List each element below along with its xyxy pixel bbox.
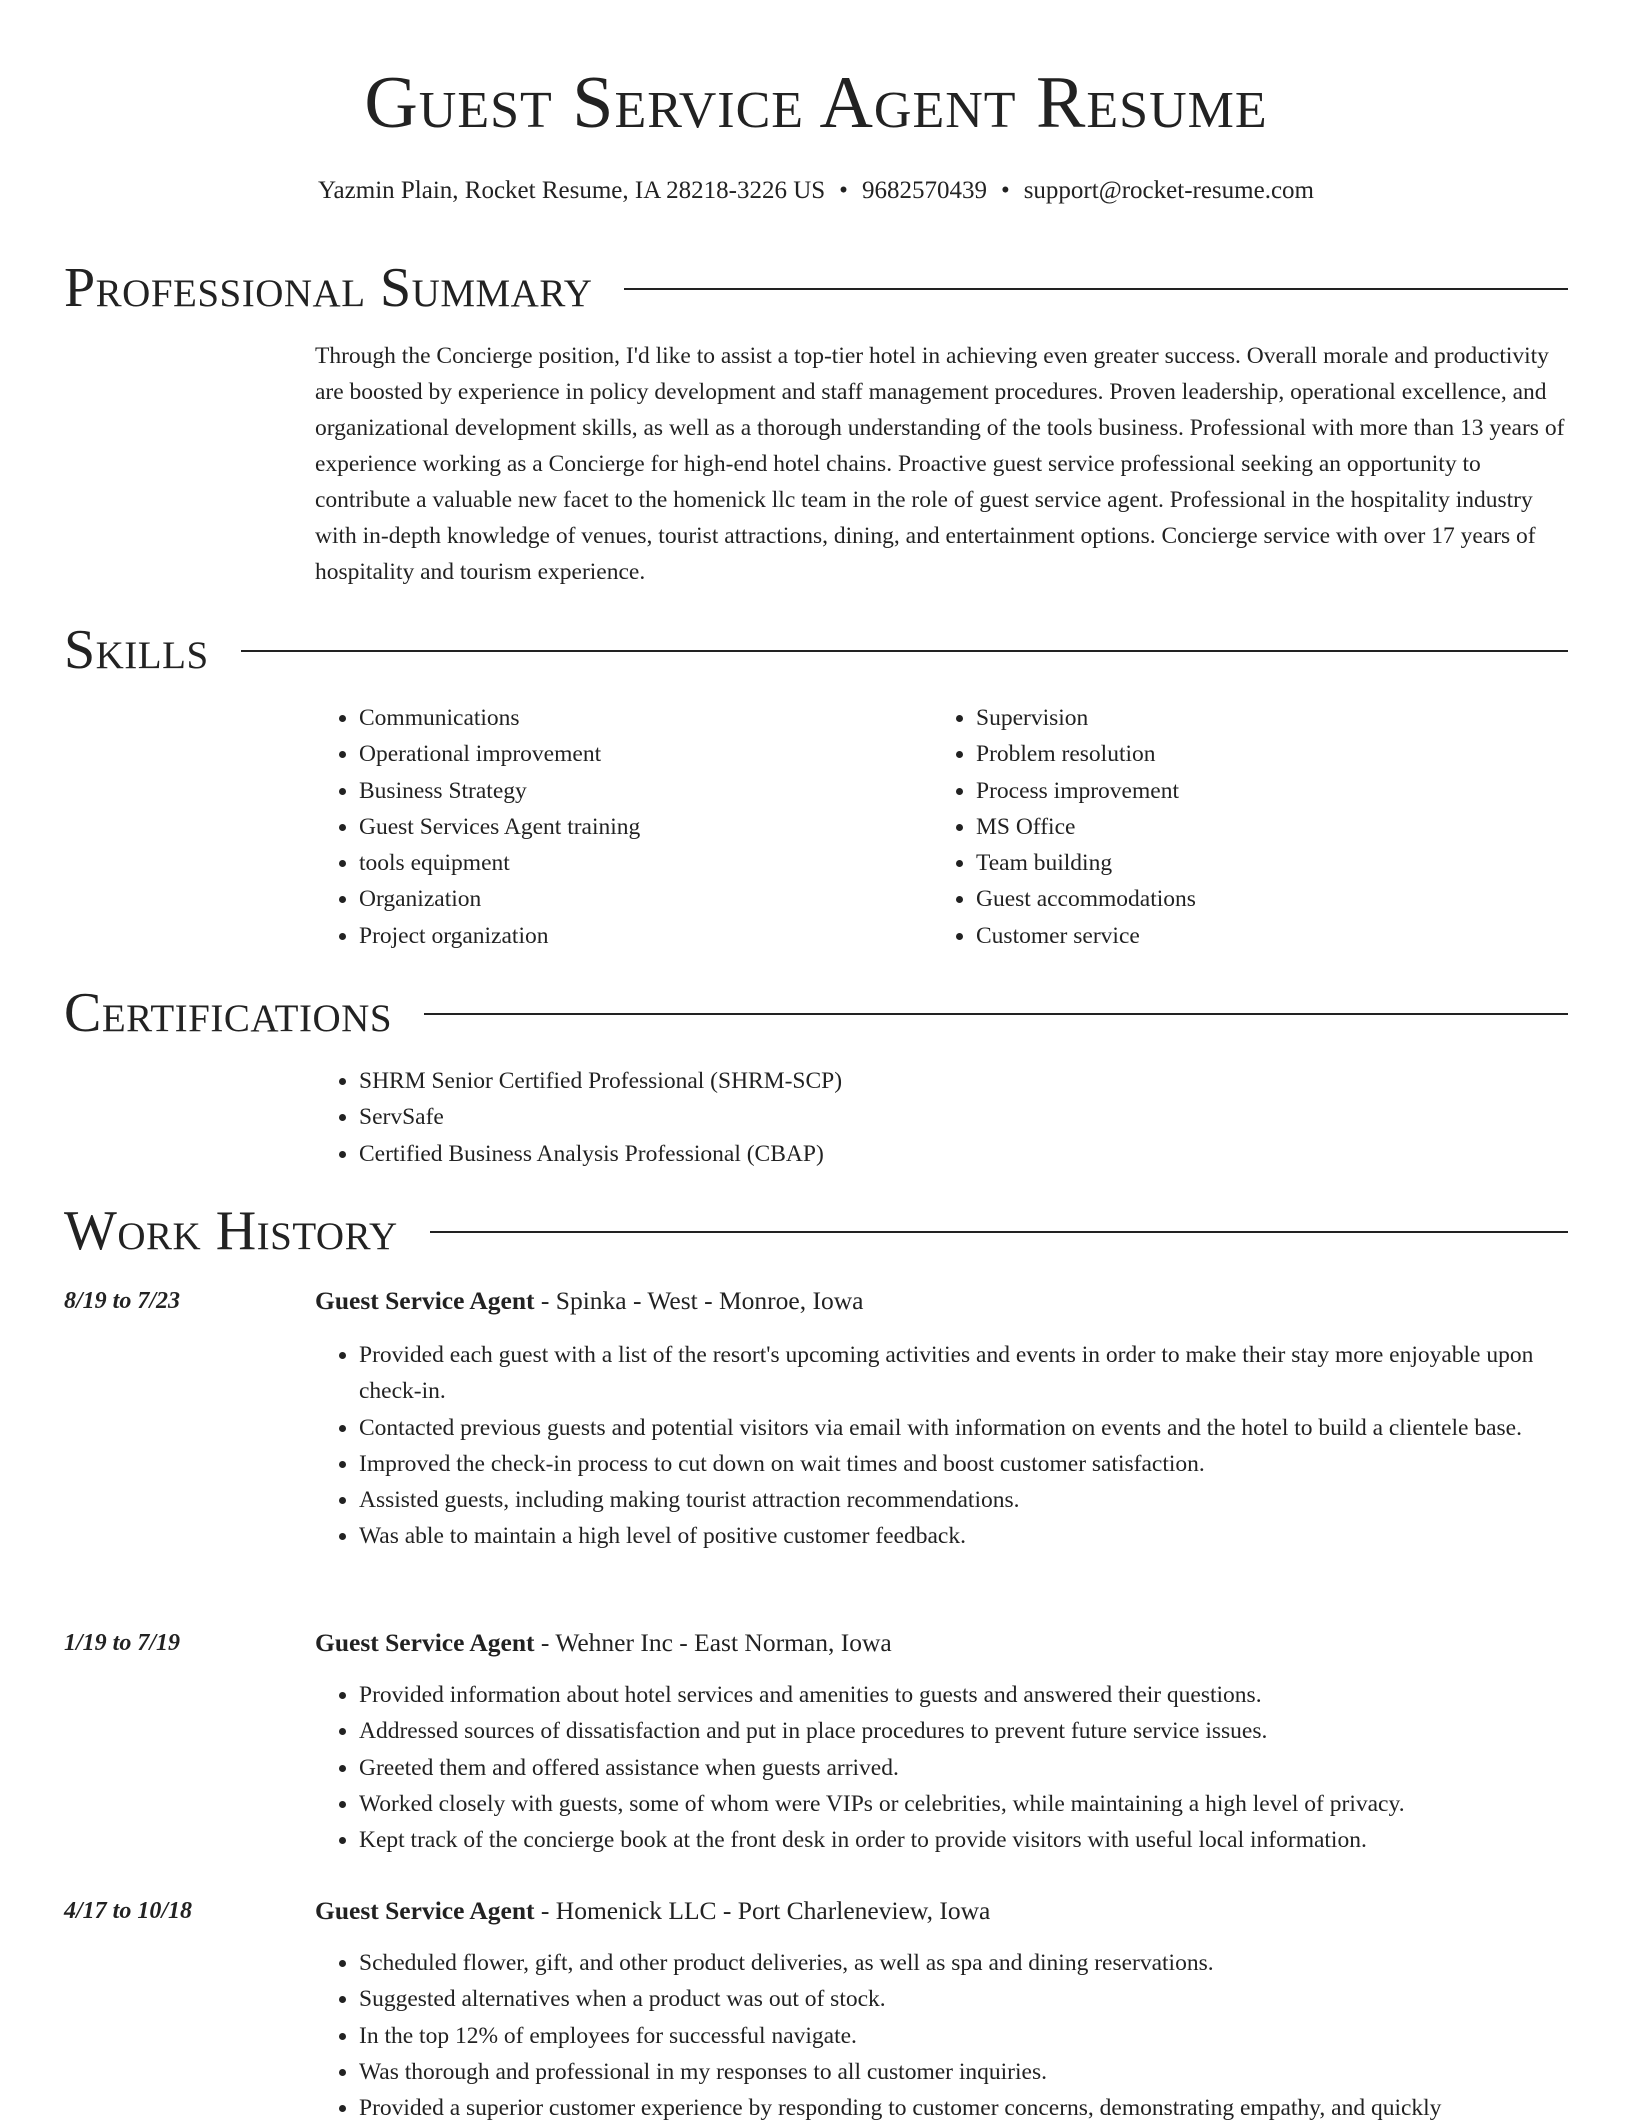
section-divider xyxy=(624,288,1568,290)
job-company: - Spinka - West - Monroe, Iowa xyxy=(534,1286,864,1315)
job-heading xyxy=(315,1893,990,1929)
job-bullet: • Addressed sources of dissatisfaction and put in place procedures to prevent future service issues. xyxy=(359,1713,1565,1749)
contact-address: Yazmin Plain, Rocket Resume, IA 28218-3226 US xyxy=(318,177,826,204)
contact-line xyxy=(0,176,1632,206)
certifications-heading: Certifications xyxy=(64,982,393,1044)
job-bullet-list xyxy=(315,1337,1565,1555)
skill-item: • Supervision xyxy=(976,700,1552,736)
summary-section-heading xyxy=(64,257,1568,319)
work-history-section-heading xyxy=(64,1200,1568,1262)
skill-item: • Customer service xyxy=(976,918,1552,954)
skill-item: • tools equipment xyxy=(359,845,915,881)
job-dates: 4/17 to 10/18 xyxy=(64,1898,193,1924)
skill-item: • MS Office xyxy=(976,809,1552,845)
job-bullet: • Assisted guests, including making tourist attraction recommendations. xyxy=(359,1482,1565,1518)
section-divider xyxy=(430,1231,1568,1233)
skill-item: • Guest Services Agent training xyxy=(359,809,915,845)
skills-list-right xyxy=(932,700,1552,954)
job-company: - Wehner Inc - East Norman, Iowa xyxy=(534,1628,892,1657)
job-heading xyxy=(315,1283,863,1319)
contact-phone: 9682570439 xyxy=(861,177,987,204)
resume-title: Guest Service Agent Resume xyxy=(364,62,1268,144)
skill-item: • Team building xyxy=(976,845,1552,881)
job-bullet: • In the top 12% of employees for successful navigate. xyxy=(359,2018,1565,2054)
job-bullets xyxy=(315,1677,1565,1858)
job-bullet: • Was thorough and professional in my responses to all customer inquiries. xyxy=(359,2054,1565,2090)
skills-column-left xyxy=(315,700,915,954)
section-divider xyxy=(424,1013,1568,1015)
job-bullet-list xyxy=(315,1945,1565,2126)
skills-heading: Skills xyxy=(64,619,209,681)
skill-item: • Communications xyxy=(359,700,915,736)
job-bullet: • Scheduled flower, gift, and other product deliveries, as well as spa and dining reservations. xyxy=(359,1945,1565,1981)
contact-email: support@rocket-resume.com xyxy=(1023,177,1314,204)
work-history-heading: Work History xyxy=(64,1200,398,1262)
job-title: Guest Service Agent xyxy=(315,1286,535,1315)
job-title: Guest Service Agent xyxy=(315,1896,535,1925)
job-bullet: • Provided information about hotel services and amenities to guests and answered their questions. xyxy=(359,1677,1565,1713)
certification-item: • ServSafe xyxy=(359,1099,1315,1135)
section-divider xyxy=(241,650,1568,652)
job-bullet: • Provided each guest with a list of the resort's upcoming activities and events in order to make their stay more enjoyable upon check-in. xyxy=(359,1337,1565,1410)
skill-item: • Project organization xyxy=(359,918,915,954)
certifications-section-heading xyxy=(64,982,1568,1044)
job-bullets xyxy=(315,1945,1565,2126)
job-heading xyxy=(315,1625,892,1661)
skill-item: • Problem resolution xyxy=(976,736,1552,772)
certifications-block xyxy=(315,1063,1315,1172)
summary-text: Through the Concierge position, I'd like to assist a top-tier hotel in achieving even greater success. Overall morale and productivity are boosted by experience in policy development and staff management procedures. Proven leadership, operational excellence, and organizational development skills, as well as a thorough understanding of the tools business. Professional with more than 13 years of experience working as a Concierge for high-end hotel chains. Proactive guest service professional seeking an opportunity to contribute a valuable new facet to the homenick llc team in the role of guest service agent. Professional in the hospitality industry with in-depth knowledge of venues, tourist attractions, dining, and entertainment options. Concierge service with over 17 years of hospitality and tourism experience. xyxy=(315,343,1565,585)
summary-heading: Professional Summary xyxy=(64,257,593,319)
skill-item: • Operational improvement xyxy=(359,736,915,772)
contact-separator: • xyxy=(839,177,848,204)
job-bullet: • Provided a superior customer experience by responding to customer concerns, demonstrating empathy, and quickly xyxy=(359,2090,1565,2126)
skill-item: • Guest accommodations xyxy=(976,881,1552,917)
job-dates: 1/19 to 7/19 xyxy=(64,1630,181,1656)
certification-item: • SHRM Senior Certified Professional (SHRM-SCP) xyxy=(359,1063,1315,1099)
job-company: - Homenick LLC - Port Charleneview, Iowa xyxy=(534,1896,991,1925)
job-title: Guest Service Agent xyxy=(315,1628,535,1657)
job-bullet: • Kept track of the concierge book at the front desk in order to provide visitors with useful local information. xyxy=(359,1822,1565,1858)
job-bullet: • Greeted them and offered assistance when guests arrived. xyxy=(359,1750,1565,1786)
certification-item: • Certified Business Analysis Professional (CBAP) xyxy=(359,1136,1315,1172)
certifications-list xyxy=(315,1063,1315,1172)
job-bullet: • Was able to maintain a high level of positive customer feedback. xyxy=(359,1518,1565,1554)
skills-section-heading xyxy=(64,619,1568,681)
skills-list-left xyxy=(315,700,915,954)
contact-separator: • xyxy=(1000,177,1010,204)
job-bullet: • Contacted previous guests and potential visitors via email with information on events and the hotel to build a clientele base. xyxy=(359,1410,1565,1446)
skill-item: • Business Strategy xyxy=(359,773,915,809)
job-bullet-list xyxy=(315,1677,1565,1858)
skill-item: • Process improvement xyxy=(976,773,1552,809)
job-bullet: • Worked closely with guests, some of whom were VIPs or celebrities, while maintaining a high level of privacy. xyxy=(359,1786,1565,1822)
job-bullets xyxy=(315,1337,1565,1555)
job-bullet: • Improved the check-in process to cut down on wait times and boost customer satisfaction. xyxy=(359,1446,1565,1482)
job-bullet: • Suggested alternatives when a product was out of stock. xyxy=(359,1981,1565,2017)
skills-column-right xyxy=(932,700,1552,954)
job-dates: 8/19 to 7/23 xyxy=(64,1288,181,1314)
skill-item: • Organization xyxy=(359,881,915,917)
